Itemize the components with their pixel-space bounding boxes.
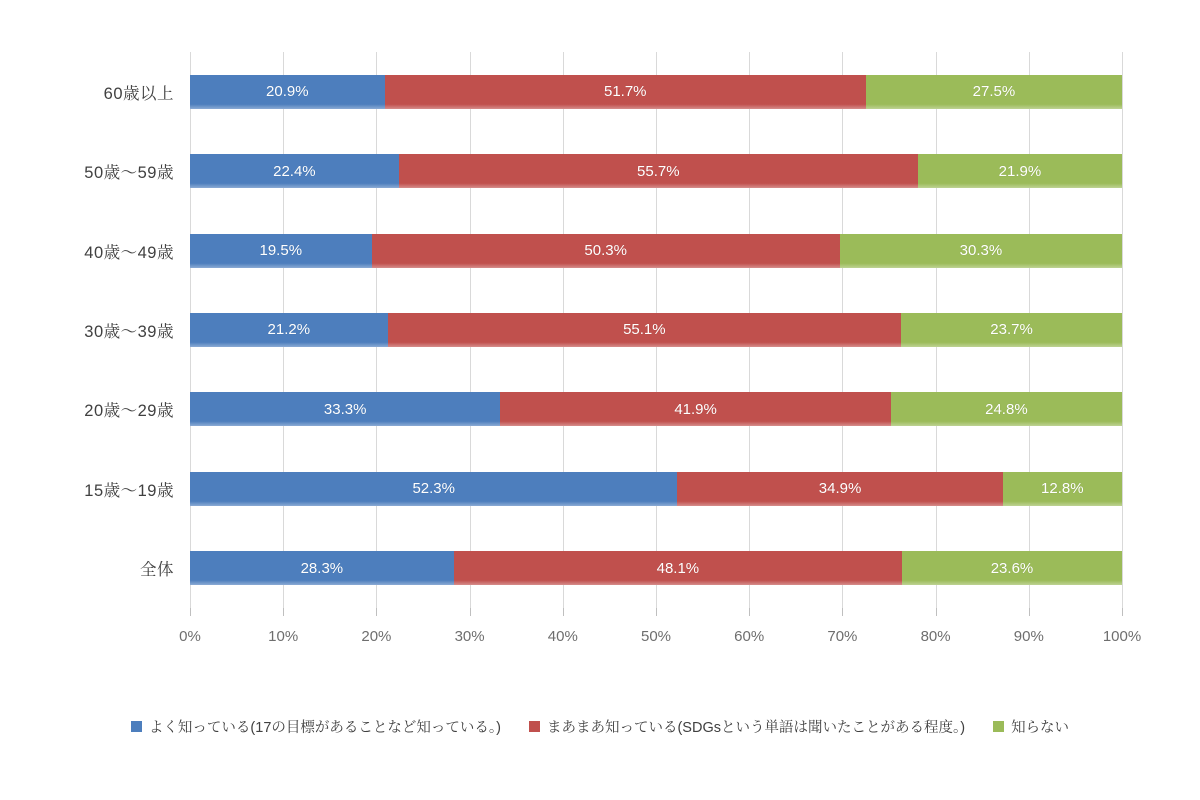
stacked-bar bbox=[190, 75, 1122, 109]
stacked-bar bbox=[190, 472, 1122, 506]
bar-row bbox=[190, 370, 1122, 449]
gridline bbox=[1122, 52, 1123, 608]
bar-value-label: 23.7% bbox=[990, 321, 1033, 339]
bar-value-label: 50.3% bbox=[584, 242, 627, 260]
x-axis-tick-label: 90% bbox=[1013, 628, 1044, 645]
bar-segment bbox=[399, 154, 918, 188]
bar-value-label: 55.1% bbox=[623, 321, 666, 339]
bar-segment bbox=[500, 392, 891, 426]
x-axis-tick-label: 50% bbox=[640, 628, 672, 645]
tick-mark bbox=[563, 608, 564, 616]
plot-area bbox=[190, 52, 1122, 608]
bar-segment bbox=[385, 75, 866, 109]
bar-segment bbox=[918, 154, 1122, 188]
bar-row bbox=[190, 52, 1122, 131]
bar-value-label: 21.2% bbox=[267, 321, 311, 339]
bar-segment bbox=[454, 551, 902, 585]
tick-mark bbox=[1122, 608, 1123, 616]
x-axis-tick-label: 10% bbox=[268, 628, 299, 645]
bar-value-label: 51.7% bbox=[603, 83, 647, 101]
category-label: 40歳〜49歳 bbox=[84, 243, 174, 262]
legend-item bbox=[131, 716, 501, 737]
bar-segment bbox=[840, 234, 1122, 268]
stacked-bar bbox=[190, 234, 1122, 268]
bar-value-label: 27.5% bbox=[972, 83, 1016, 101]
bar-row bbox=[190, 211, 1122, 290]
category-label: 全体 bbox=[140, 561, 174, 580]
legend-label: まあまあ知っている(SDGsという単語は聞いたことがある程度。) bbox=[546, 720, 966, 736]
bar-segment bbox=[901, 313, 1122, 347]
x-axis-tick-label: 40% bbox=[547, 628, 578, 645]
legend-label: 知らない bbox=[1011, 720, 1070, 736]
bar-segment bbox=[190, 313, 388, 347]
tick-mark bbox=[376, 608, 377, 616]
bar-value-label: 52.3% bbox=[412, 480, 455, 498]
bar-segment bbox=[891, 392, 1122, 426]
x-axis-tick-label: 70% bbox=[827, 628, 858, 645]
legend bbox=[0, 716, 1200, 737]
bar-segment bbox=[190, 75, 385, 109]
bar-value-label: 12.8% bbox=[1041, 480, 1084, 498]
bar-value-label: 20.9% bbox=[266, 83, 309, 101]
legend-label: よく知っている(17の目標があることなど知っている。) bbox=[148, 720, 501, 736]
bar-value-label: 19.5% bbox=[259, 242, 303, 260]
category-axis bbox=[0, 52, 174, 608]
bar-value-label: 30.3% bbox=[959, 242, 1003, 260]
stacked-bar bbox=[190, 154, 1122, 188]
bar-segment bbox=[1003, 472, 1122, 506]
bar-value-label: 22.4% bbox=[273, 162, 316, 180]
tick-mark bbox=[842, 608, 843, 616]
legend-swatch-icon bbox=[529, 721, 540, 732]
bar-segment bbox=[190, 551, 454, 585]
bar-value-label: 48.1% bbox=[656, 559, 700, 577]
bar-value-label: 23.6% bbox=[990, 559, 1034, 577]
bar-value-label: 21.9% bbox=[998, 162, 1042, 180]
bar-segment bbox=[388, 313, 902, 347]
bar-row bbox=[190, 529, 1122, 608]
tick-mark bbox=[749, 608, 750, 616]
bar-value-label: 34.9% bbox=[818, 480, 862, 498]
bar-row bbox=[190, 290, 1122, 369]
x-axis-tick-label: 20% bbox=[361, 628, 392, 645]
tick-mark bbox=[1029, 608, 1030, 616]
bar-segment bbox=[190, 154, 399, 188]
stacked-bar bbox=[190, 392, 1122, 426]
tick-mark bbox=[656, 608, 657, 616]
bar-segment bbox=[190, 234, 372, 268]
bar-value-label: 24.8% bbox=[985, 400, 1028, 418]
bar-segment bbox=[190, 472, 677, 506]
bar-row bbox=[190, 131, 1122, 210]
bar-segment bbox=[677, 472, 1002, 506]
bar-segment bbox=[190, 392, 500, 426]
bar-value-label: 41.9% bbox=[674, 400, 717, 418]
legend-swatch-icon bbox=[993, 721, 1004, 732]
category-label: 50歳〜59歳 bbox=[84, 164, 174, 183]
bar-segment bbox=[372, 234, 840, 268]
category-label: 20歳〜29歳 bbox=[84, 402, 174, 421]
category-label: 15歳〜19歳 bbox=[84, 481, 174, 500]
bar-row bbox=[190, 449, 1122, 528]
bar-value-label: 55.7% bbox=[637, 162, 680, 180]
x-axis-tick-label: 60% bbox=[734, 628, 765, 645]
tick-mark bbox=[283, 608, 284, 616]
tick-mark bbox=[190, 608, 191, 616]
bar-value-label: 33.3% bbox=[323, 400, 367, 418]
category-label: 30歳〜39歳 bbox=[84, 322, 174, 341]
x-axis-tick-label: 0% bbox=[179, 628, 201, 645]
x-axis-tick-label: 100% bbox=[1102, 628, 1142, 645]
tick-mark bbox=[470, 608, 471, 616]
bar-value-label: 28.3% bbox=[300, 559, 344, 577]
x-axis-tick-label: 30% bbox=[454, 628, 485, 645]
legend-item bbox=[993, 716, 1069, 737]
category-label: 60歳以上 bbox=[103, 84, 174, 103]
bar-segment bbox=[902, 551, 1122, 585]
legend-swatch-icon bbox=[131, 721, 142, 732]
tick-mark bbox=[936, 608, 937, 616]
stacked-bar bbox=[190, 551, 1122, 585]
bar-segment bbox=[866, 75, 1122, 109]
stacked-bar bbox=[190, 313, 1122, 347]
bar-rows bbox=[190, 52, 1122, 608]
x-axis-tick-label: 80% bbox=[920, 628, 951, 645]
legend-item bbox=[529, 716, 965, 737]
